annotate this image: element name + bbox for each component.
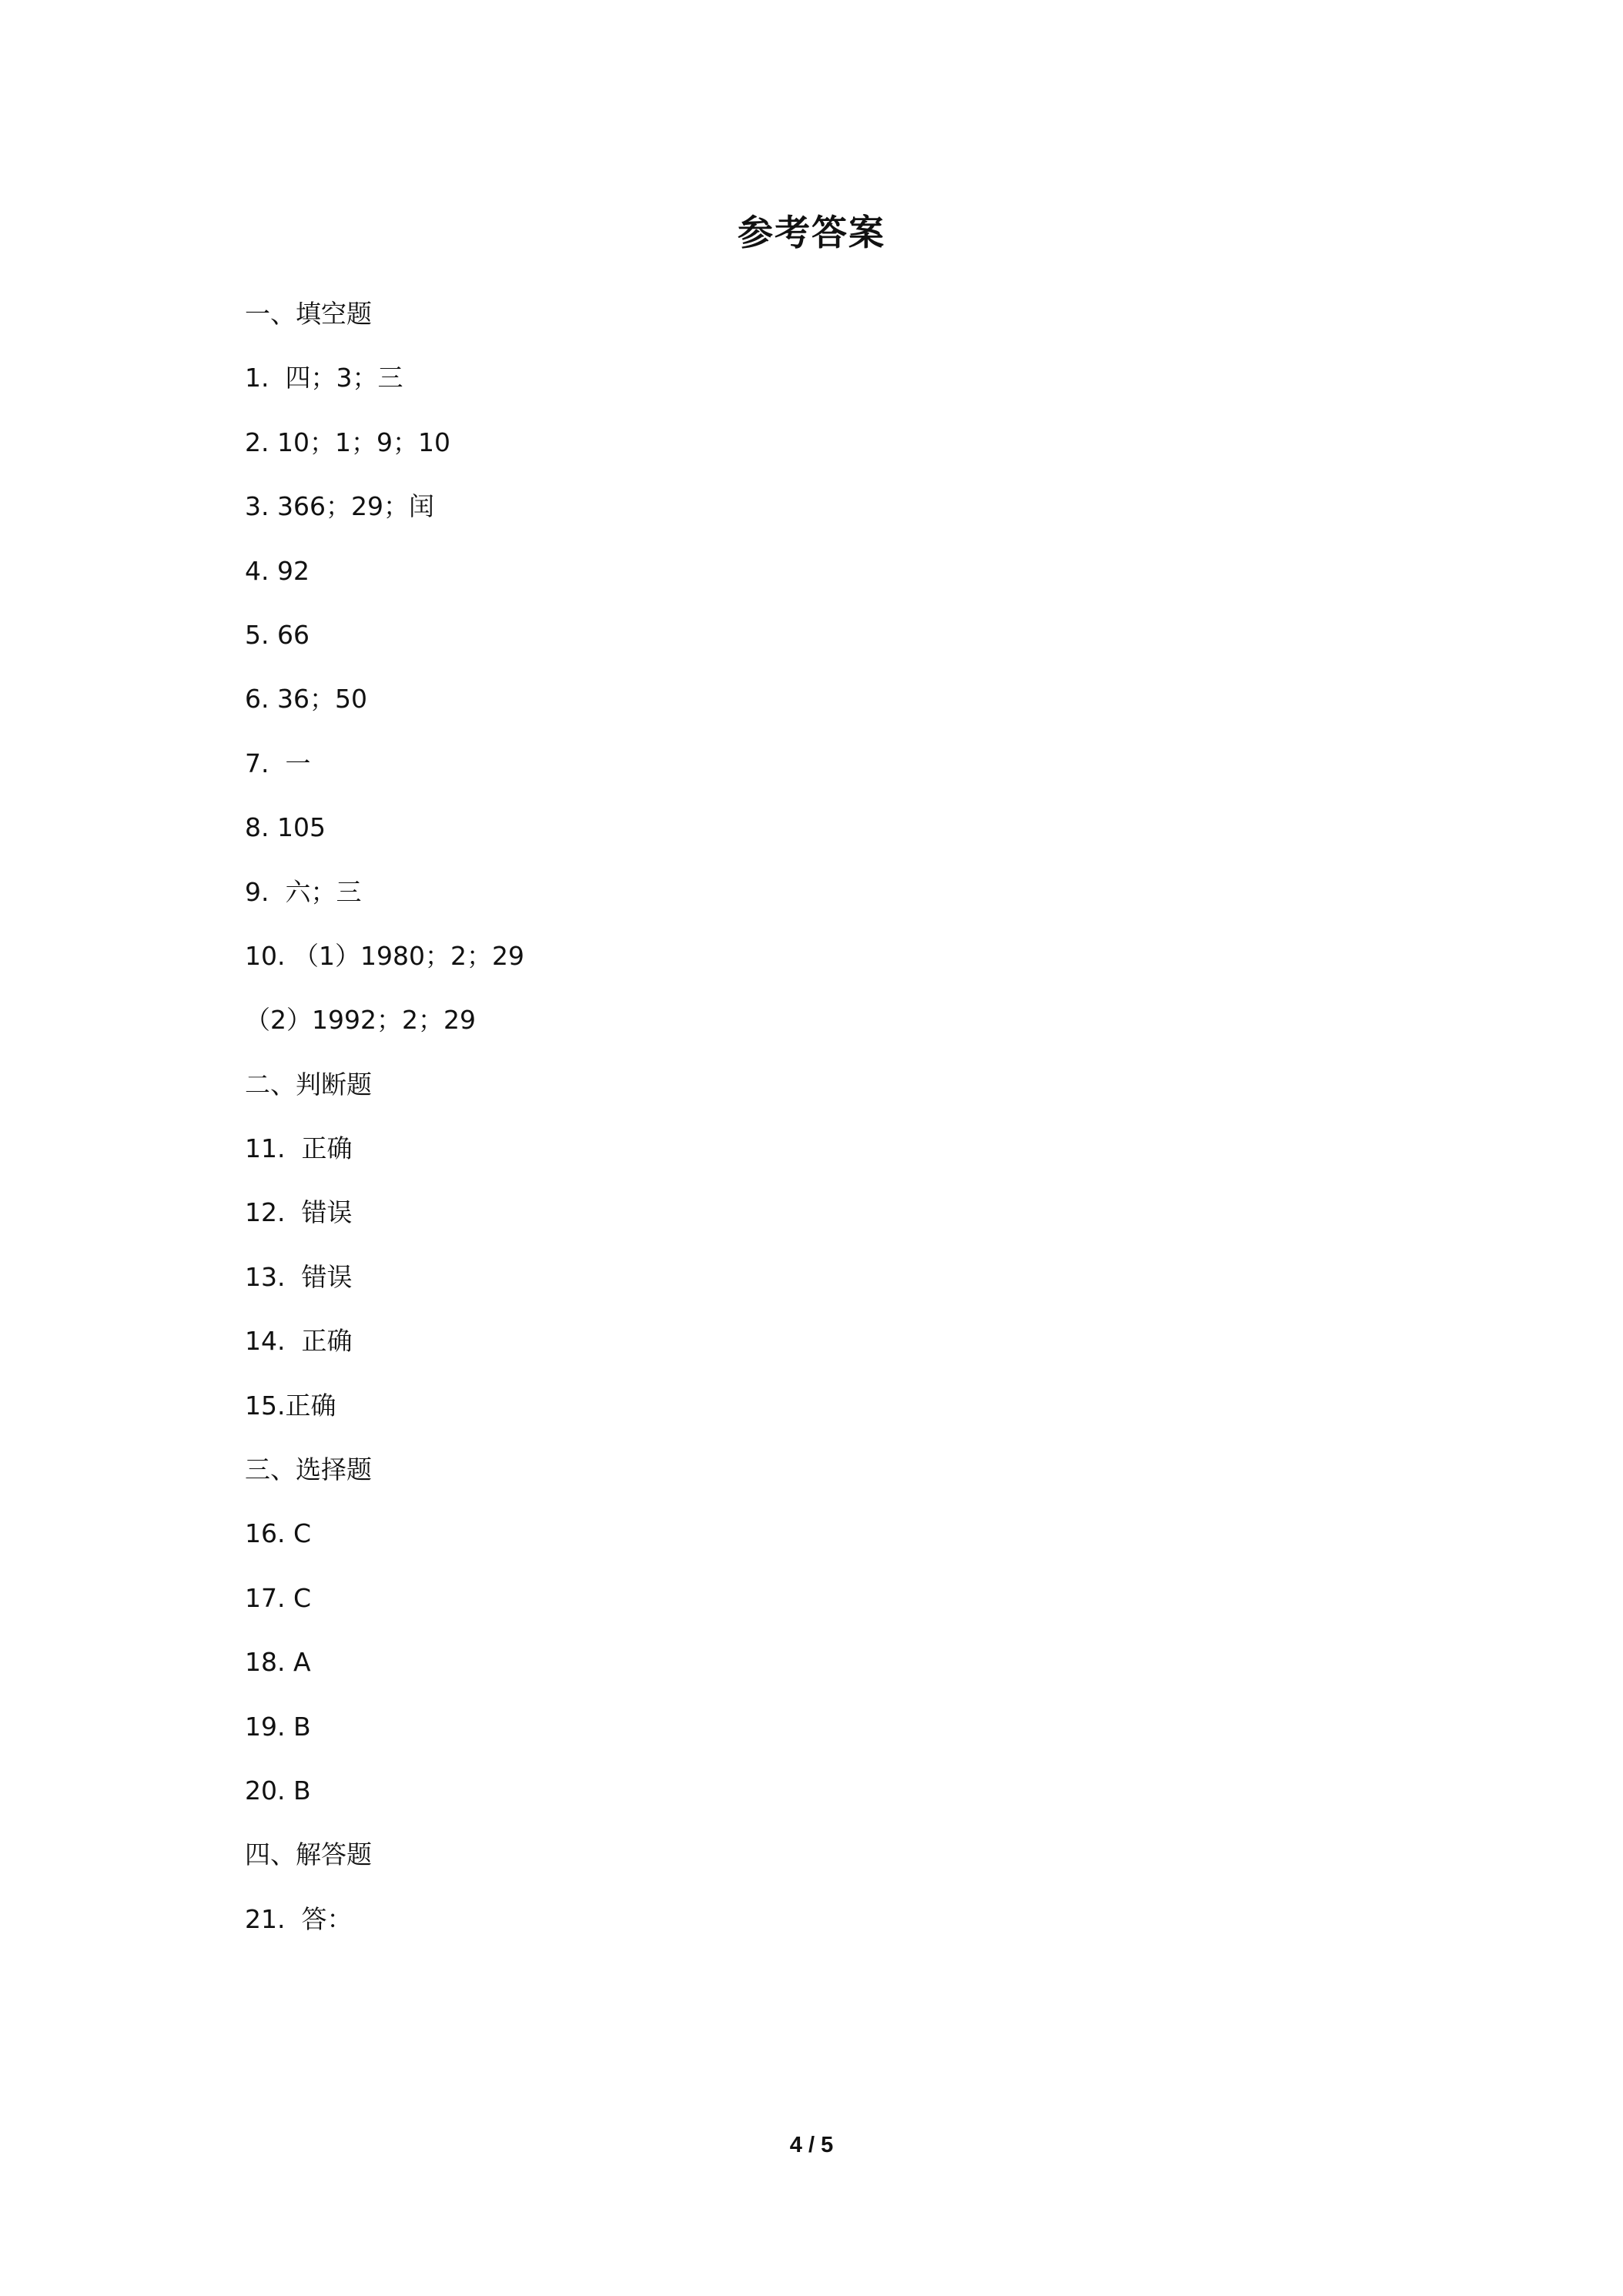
answer-line: 4. 92	[245, 555, 310, 586]
section-heading: 三、选择题	[245, 1454, 372, 1485]
answer-line: 18. A	[245, 1647, 311, 1678]
answer-line: （2）1992；2；29	[245, 1005, 476, 1036]
answer-line: 7. 一	[245, 748, 311, 778]
answer-line: 1. 四；3；三	[245, 363, 403, 393]
answer-list	[245, 291, 524, 1960]
answer-line: 16. C	[245, 1518, 312, 1549]
answer-line: 14. 正确	[245, 1326, 353, 1357]
answer-line: 20. B	[245, 1775, 311, 1806]
answer-line: 8. 105	[245, 812, 326, 843]
answer-line: 2. 10；1；9；10	[245, 427, 450, 457]
section-heading: 四、解答题	[245, 1839, 372, 1870]
answer-line: 12. 错误	[245, 1197, 353, 1228]
answer-line: 21. 答：	[245, 1903, 353, 1934]
answer-line: 13. 错误	[245, 1261, 353, 1292]
section-heading: 一、填空题	[245, 299, 372, 329]
answer-line: 17. C	[245, 1582, 312, 1613]
section-heading: 二、判断题	[245, 1069, 372, 1099]
answer-line: 9. 六；三	[245, 876, 362, 907]
page-title: 参考答案	[738, 212, 885, 253]
answer-line: 19. B	[245, 1711, 311, 1742]
answer-line: 10. （1）1980；2；29	[245, 940, 524, 971]
answer-line: 3. 366；29；闰	[245, 491, 434, 522]
answer-line: 5. 66	[245, 619, 310, 650]
answer-line: 6. 36；50	[245, 684, 367, 715]
answer-line: 11. 正确	[245, 1133, 353, 1164]
answer-line: 15.正确	[245, 1390, 336, 1421]
page-number: 4 / 5	[789, 2133, 834, 2157]
